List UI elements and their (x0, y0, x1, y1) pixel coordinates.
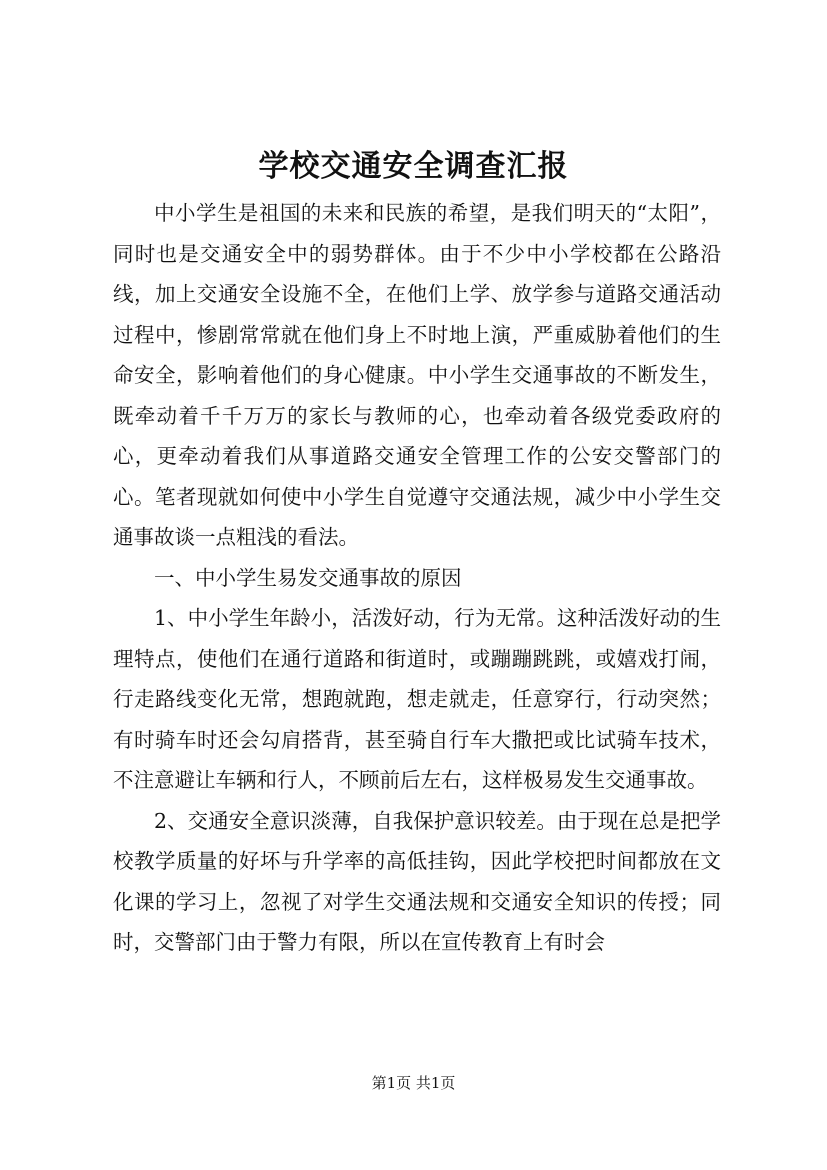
section-heading-causes: 一、中小学生易发交通事故的原因 (154, 565, 462, 590)
paragraph-intro: 中小学生是祖国的未来和民族的希望，是我们明天的“太阳”，同时也是交通安全中的弱势群体。由于不少中小学校都在公路沿线，加上交通安全设施不全，在他们上学、放学参与道路交通活动过程中，惨剧常常就在他们身上不时地上演，严重威胁着他们的生命安全，影响着他们的身心健康。中小学生交通事故的不断发生，既牵动着千千万万的家长与教师的心，也牵动着各级党委政府的心，更牵动着我们从事道路交通安全管理工作的公安交警部门的心。笔者现就如何使中小学生自觉遵守交通法规，减少中小学生交通事故谈一点粗浅的看法。 (113, 201, 721, 549)
document-title: 学校交通安全调查汇报 (258, 149, 569, 184)
paragraph-cause-1: 1、中小学生年龄小，活泼好动，行为无常。这种活泼好动的生理特点，使他们在通行道路和街道时，或蹦蹦跳跳，或嬉戏打闹，行走路线变化无常，想跑就跑，想走就走，任意穿行，行动突然；有时骑车时还会勾肩搭背，甚至骑自行车大撒把或比试骑车技术，不注意避让车辆和行人，不顾前后左右，这样极易发生交通事故。 (113, 606, 721, 792)
paragraph-cause-2: 2、交通安全意识淡薄，自我保护意识较差。由于现在总是把学校教学质量的好坏与升学率的高低挂钩，因此学校把时间都放在文化课的学习上，忽视了对学生交通法规和交通安全知识的传授；同时，交警部门由于警力有限，所以在宣传教育上有时会 (113, 808, 721, 954)
page-footer: 第1页 共1页 (371, 1074, 456, 1092)
document-body (113, 193, 721, 963)
